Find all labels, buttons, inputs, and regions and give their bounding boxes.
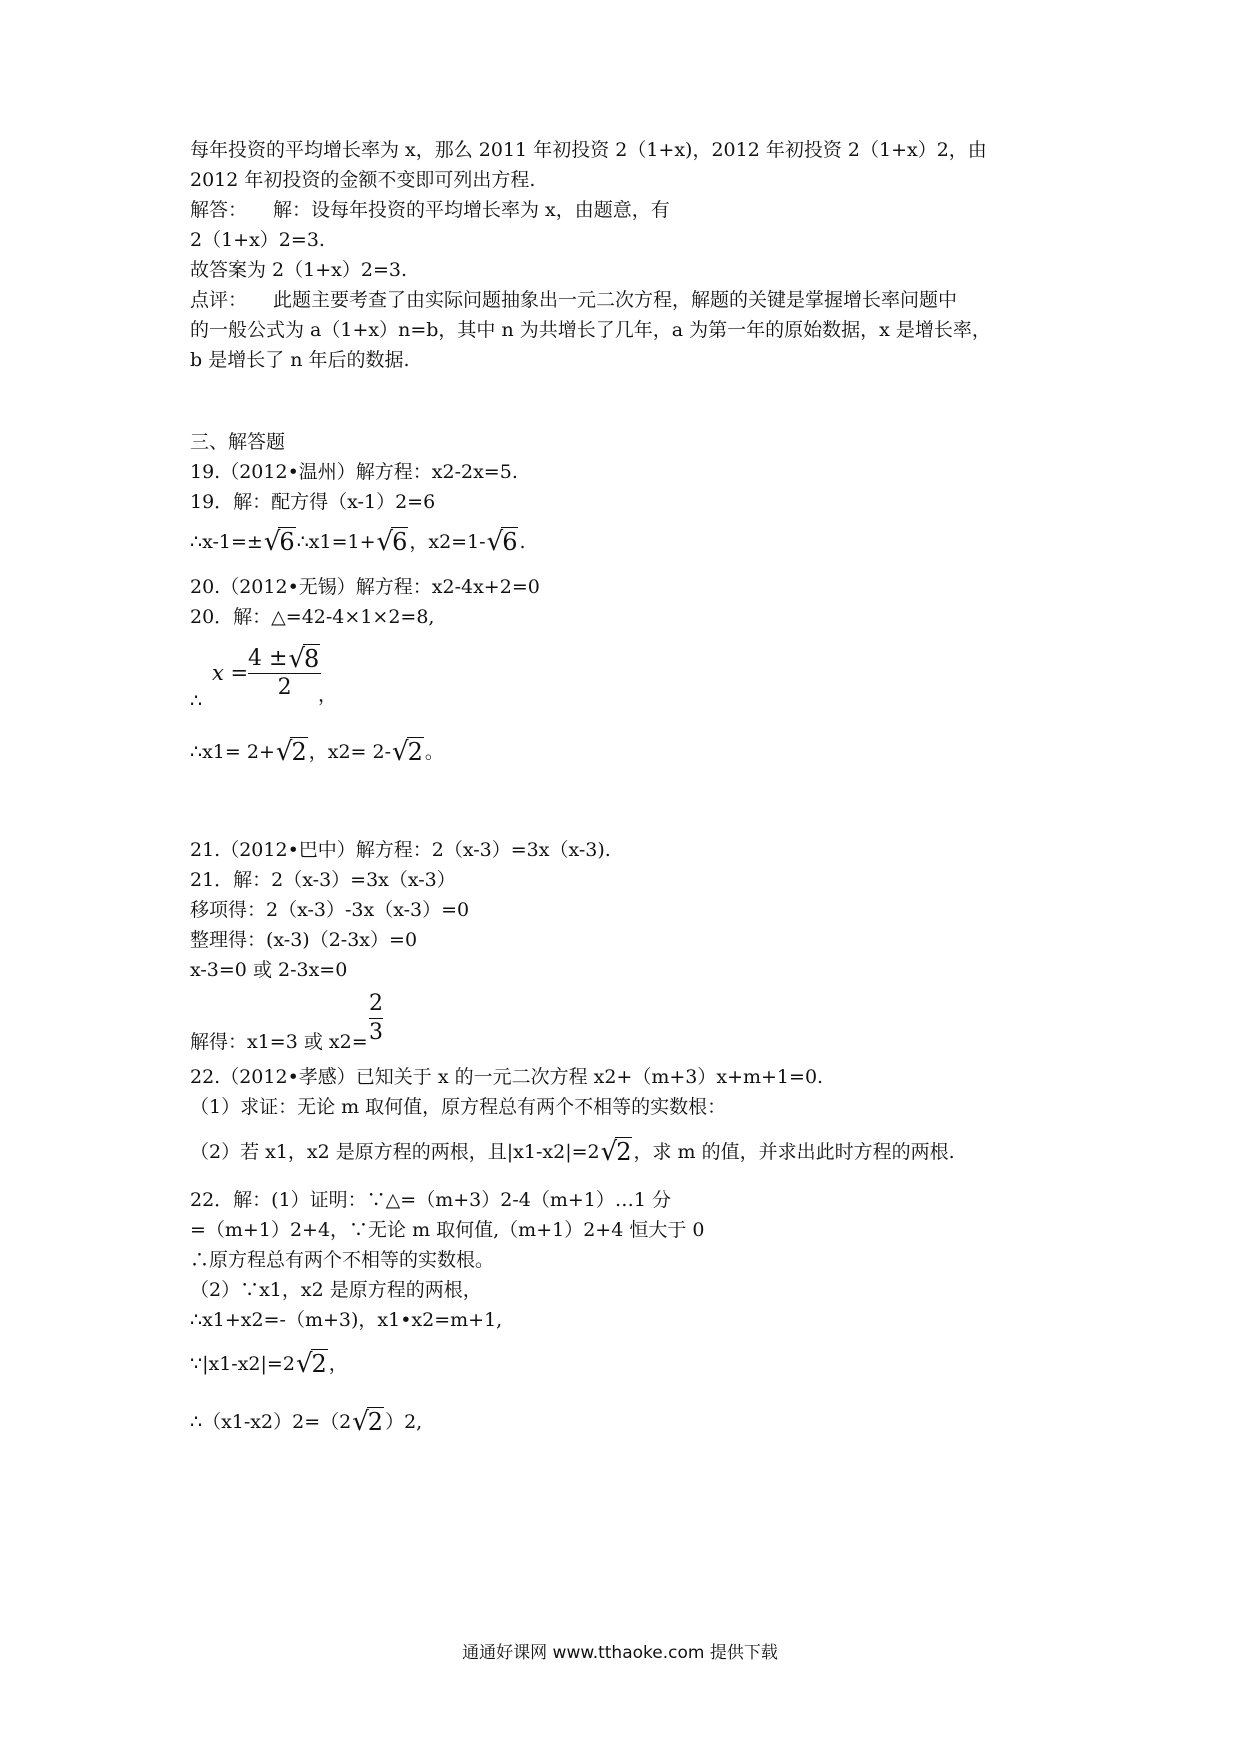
- sqrt-6: √6: [263, 527, 295, 557]
- q22-step: ∴x1+x2=-（m+3)，x1•x2=m+1,: [190, 1309, 503, 1331]
- x-equals: x =: [212, 661, 249, 685]
- text-line: 故答案为 2（1+x）2=3.: [190, 259, 407, 281]
- text-line: b 是增长了 n 年后的数据.: [190, 349, 410, 371]
- sqrt-6: √6: [376, 527, 408, 557]
- text-line: 每年投资的平均增长率为 x，那么 2011 年初投资 2（1+x)，2012 年初投资 2（1+x）2，由: [190, 139, 987, 161]
- page-footer: 通通好课网 www.tthaoke.com 提供下载: [462, 1643, 778, 1663]
- q21-problem: 21.（2012•巴中）解方程：2（x-3）=3x（x-3).: [190, 839, 611, 861]
- text-line: [190, 288, 957, 312]
- q22-problem: 22.（2012•孝感）已知关于 x 的一元二次方程 x2+（m+3）x+m+1=0.: [190, 1066, 824, 1088]
- q22-step: =（m+1）2+4，∵无论 m 取何值,（m+1）2+4 恒大于 0: [190, 1219, 705, 1241]
- text-line: 的一般公式为 a（1+x）n=b，其中 n 为共增长了几年，a 为第一年的原始数据，x 是增长率，: [190, 319, 991, 341]
- therefore-symbol: ∴: [190, 690, 203, 712]
- sqrt-2: √2: [275, 737, 307, 767]
- quadratic-fraction: 4 ±√8 2: [248, 644, 320, 700]
- q22-step: ∵|x1-x2|=2√2 ，: [190, 1349, 348, 1379]
- q22-part: （2）若 x1，x2 是原方程的两根，且|x1-x2|=2√2 ，求 m 的值，并求出此时方程的两根.: [190, 1137, 955, 1167]
- q20-problem: 20.（2012•无锡）解方程：x2-4x+2=0: [190, 576, 540, 598]
- q21-step: 21．解：2（x-3）=3x（x-3）: [190, 869, 456, 891]
- q22-step: （2）∵x1，x2 是原方程的两根，: [190, 1279, 482, 1301]
- q21-step: 整理得：(x-3)（2-3x）=0: [190, 929, 418, 951]
- fraction-two-thirds: 2 3: [369, 991, 383, 1045]
- text-line: [190, 198, 670, 222]
- document-page: 每年投资的平均增长率为 x，那么 2011 年初投资 2（1+x)，2012 年初投资 2（1+x）2，由 2012 年初投资的金额不变即可列出方程. 解答： 解：设每年投资的平均增长率为 x，由题意，有 2（1+x）2=3. 故答案为 2（1+x）2=3. 点评： 此题主要考查了由实际问题抽象出一元二次方程，解题的关键是掌握增长率问题中 的一般公式为 a（1+x）n=b，其中 n 为共增长了几年，a 为第一年的原始数据，x 是增长率， b 是增长了 n 年后的数据. 三、解答题 19.（2012•温州）解方程：x2-2x=5. 19．解：配方得（x-1）2=6 ∴x-1=±√6 ∴x1=1+√6 ，x2=1-√6 . 20.（2012•无锡）解方程：x2-4x+2=0 20．解：△=42-4×1×2=8, ∴ x = 4 ±√8 2 ， ∴x1= 2+√2 ，x2= 2-√2 。 21.（2012•巴中）解方程：2（x-3）=3x（x-3). 21．解：2（x-3）=3x（x-3） 移项得：2（x-3）-3x（x-3）=0 整理得：(x-3)（2-3x）=0 x-3=0 或 2-3x=0 解得：x1=3 或 x2= 2 3 22.（2012•孝感）已知关于 x 的一元二次方程 x2+（m+3）x+m+1=0. （1）求证：无论 m 取何值，原方程总有两个不相等的实数根： （2）若 x1，x2 是原方程的两根，且|x1-x2|=2√2 ，求 m 的值，并求出此时方程的两根. 22．解：(1）证明：∵△=（m+3）2-4（m+1）…1 分 =（m+1）2+4，∵无论 m 取何值,（m+1）2+4 恒大于 0 ∴原方程总有两个不相等的实数根。 （2）∵x1，x2 是原方程的两根， ∴x1+x2=-（m+3)，x1•x2=m+1, ∵|x1-x2|=2√2 ， ∴（x1-x2）2=（2√2 ）2, 通通好课网 www.tthaoke.com 提供下载: [0, 0, 1240, 1754]
- sqrt-2: √2: [352, 1407, 384, 1437]
- q20-step: 20．解：△=42-4×1×2=8,: [190, 606, 435, 628]
- q21-result: 解得：x1=3 或 x2=: [190, 1031, 368, 1053]
- text-line: 2（1+x）2=3.: [190, 229, 325, 251]
- q22-step: 22．解：(1）证明：∵△=（m+3）2-4（m+1）…1 分: [190, 1189, 671, 1211]
- q19-step: 19．解：配方得（x-1）2=6: [190, 491, 436, 513]
- q21-step: x-3=0 或 2-3x=0: [190, 959, 348, 981]
- q22-step: ∴原方程总有两个不相等的实数根。: [190, 1249, 495, 1271]
- q21-step: 移项得：2（x-3）-3x（x-3）=0: [190, 899, 470, 921]
- q20-result: ∴x1= 2+√2 ，x2= 2-√2 。: [190, 737, 444, 767]
- comment-label: 点评：: [190, 289, 248, 311]
- q19-result: ∴x-1=±√6 ∴x1=1+√6 ，x2=1-√6 .: [190, 527, 526, 557]
- q22-part: （1）求证：无论 m 取何值，原方程总有两个不相等的实数根：: [190, 1096, 727, 1118]
- section-title: 三、解答题: [190, 431, 286, 453]
- sqrt-6: √6: [486, 527, 518, 557]
- q19-problem: 19.（2012•温州）解方程：x2-2x=5.: [190, 461, 518, 483]
- answer-label: 解答：: [190, 199, 248, 221]
- sqrt-2: √2: [392, 737, 423, 767]
- sqrt-2: √2: [600, 1137, 632, 1167]
- answer-text: 解：设每年投资的平均增长率为 x，由题意，有: [273, 199, 670, 221]
- comment-text: 此题主要考查了由实际问题抽象出一元二次方程，解题的关键是掌握增长率问题中: [273, 289, 958, 311]
- text-line: 2012 年初投资的金额不变即可列出方程.: [190, 169, 536, 191]
- q22-step: ∴（x1-x2）2=（2√2 ）2,: [190, 1407, 423, 1437]
- sqrt-2: √2: [295, 1349, 327, 1379]
